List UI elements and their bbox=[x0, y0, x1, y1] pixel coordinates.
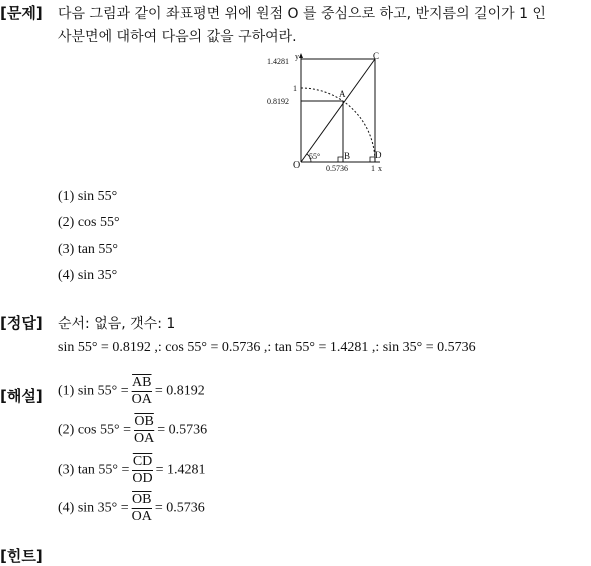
problem-item: (3) tan 55° bbox=[58, 242, 119, 257]
fraction: $\frac{\overline{CD}}{OD}$ bbox=[132, 454, 153, 486]
problem-item: (2) cos 55° bbox=[58, 215, 120, 230]
x-tick-b: 0.5736 bbox=[326, 164, 348, 173]
fraction: $\frac{\overline{OB}}{OA}$ bbox=[131, 492, 152, 524]
y-tick-one: 1 bbox=[293, 84, 297, 93]
problem-item: (4) sin 35° bbox=[58, 268, 118, 283]
problem-text-line2: 사분면에 대하여 다음의 값을 구하여라. bbox=[58, 29, 297, 45]
hint-label: [힌트] bbox=[0, 547, 43, 565]
problem-text-line1: 다음 그림과 같이 좌표평면 위에 원점 O 를 중심으로 하고, 반지름의 길이가 1 인 bbox=[58, 6, 546, 22]
fraction: $\frac{\overline{OB}}{OA}$ bbox=[133, 414, 155, 446]
point-a-label: A bbox=[339, 89, 346, 99]
y-axis-arrow bbox=[299, 53, 303, 58]
unit-arc bbox=[301, 88, 375, 162]
problem-label: [문제] bbox=[0, 4, 43, 22]
point-c-label: C bbox=[373, 51, 380, 61]
ray-oc bbox=[301, 59, 375, 162]
problem-item: (1) sin 55° bbox=[58, 189, 118, 204]
solution-row: (3) tan 55° = $\frac{\overline{CD}}{OD}$ = 1.4281 bbox=[58, 454, 206, 486]
fraction: $\frac{\overline{AB}}{OA}$ bbox=[131, 375, 152, 407]
solution-row: (1) sin 55° = $\frac{\overline{AB}}{OA}$ = 0.8192 bbox=[58, 375, 205, 407]
solution-label: [해설] bbox=[0, 387, 43, 405]
right-angle-b bbox=[338, 157, 343, 162]
answer-line: sin 55° = 0.8192 ,: cos 55° = 0.5736 ,: tan 55° = 1.4281 ,: sin 35° = 0.5736 bbox=[58, 340, 476, 355]
solution-row: (4) sin 35° = $\frac{\overline{OB}}{OA}$ = 0.5736 bbox=[58, 492, 205, 524]
answer-meta: 순서: 없음, 갯수: 1 bbox=[58, 316, 176, 332]
y-axis-label: y bbox=[295, 52, 299, 61]
point-b-label: B bbox=[344, 151, 351, 161]
quadrant-figure bbox=[262, 50, 392, 176]
y-tick-top: 1.4281 bbox=[267, 57, 289, 66]
x-tick-one: 1 bbox=[371, 164, 375, 173]
origin-label: O bbox=[293, 160, 301, 171]
x-axis-label: x bbox=[378, 164, 382, 173]
solution-row: (2) cos 55° = $\frac{\overline{OB}}{OA}$ = 0.5736 bbox=[58, 414, 208, 446]
point-d-label: D bbox=[375, 150, 382, 160]
y-tick-a: 0.8192 bbox=[267, 97, 289, 106]
answer-label: [정답] bbox=[0, 314, 43, 332]
angle-label: 55° bbox=[309, 152, 321, 161]
